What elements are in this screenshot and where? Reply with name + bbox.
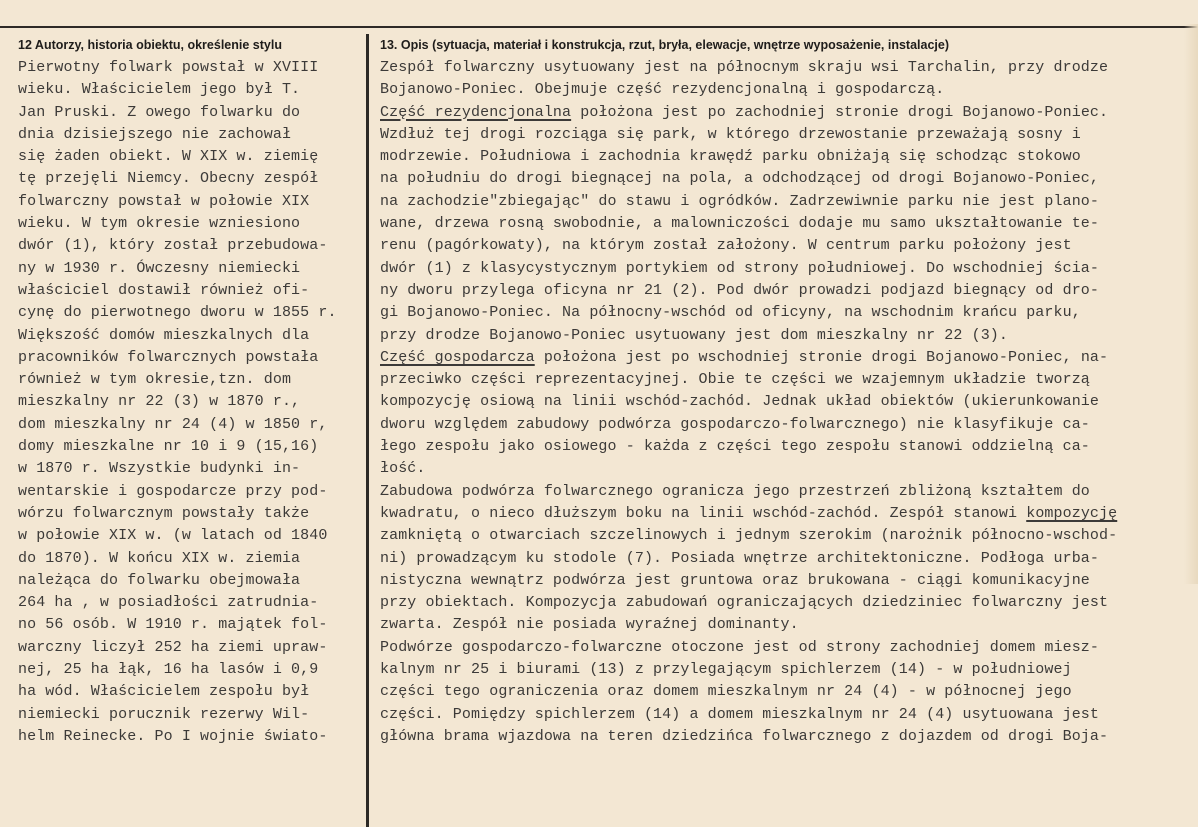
text-line: przy obiektach. Kompozycja zabudowań ograniczających dziedziniec folwarczny jest	[380, 594, 1109, 612]
text-line: nej, 25 ha łąk, 16 ha lasów i 0,9	[18, 661, 319, 679]
text-line	[380, 347, 1180, 369]
text-fragment: kwadratu, o nieco dłuższym boku na linii wschód-zachód. Zespół stanowi	[380, 504, 1027, 522]
text-line: dnia dzisiejszego nie zachował	[18, 125, 292, 143]
text-line: ny dworu przylega oficyna nr 21 (2). Pod dwór prowadzi podjazd biegnący od dro-	[380, 281, 1100, 299]
text-line: Większość domów mieszkalnych dla	[18, 326, 310, 344]
paper-edge	[1184, 24, 1198, 584]
text-line: warczny liczył 252 ha ziemi upraw-	[18, 638, 328, 656]
text-line: ni) prowadzącym ku stodole (7). Posiada wnętrze architektoniczne. Podłoga urba-	[380, 549, 1100, 567]
text-line: dom mieszkalny nr 24 (4) w 1850 r,	[18, 415, 328, 433]
text-line: Zespół folwarczny usytuowany jest na północnym skraju wsi Tarchalin, przy drodze	[380, 59, 1109, 76]
text-line: łego zespołu jako osiowego - każda z części tego zespołu stanowi oddzielną ca-	[380, 438, 1090, 456]
text-line: wentarskie i gospodarcze przy pod-	[18, 482, 328, 500]
text-line: Jan Pruski. Z owego folwarku do	[18, 103, 301, 121]
text-line: Zabudowa podwórza folwarcznego ogranicza jego przestrzeń zbliżoną kształtem do	[380, 482, 1090, 500]
text-line: pracowników folwarcznych powstała	[18, 348, 319, 366]
top-rule	[0, 26, 1198, 28]
underlined-word: kompozycję	[1026, 504, 1118, 522]
text-line: nistyczna wewnątrz podwórza jest gruntowa oraz brukowana - ciągi komunikacyjne	[380, 571, 1090, 589]
right-column	[380, 36, 1180, 748]
text-line: wórzu folwarcznym powstały także	[18, 504, 310, 522]
text-line: niemiecki porucznik rezerwy Wil-	[18, 705, 310, 723]
text-fragment: położona jest po zachodniej stronie drogi Bojanowo-Poniec.	[571, 103, 1109, 121]
text-fragment: położona jest po wschodniej stronie drogi Bojanowo-Poniec, na-	[534, 348, 1109, 366]
text-line: w połowie XIX w. (w latach od 1840	[18, 527, 328, 545]
text-line: zamkniętą o otwarciach szczelinowych i jednym szerokim (narożnik północno-wschod-	[380, 527, 1118, 545]
text-line: łość.	[380, 460, 426, 478]
right-column-text	[380, 57, 1180, 748]
right-column-header: 13. Opis (sytuacja, materiał i konstrukcja, rzut, bryła, elewacje, wnętrze wyposażenie, instalacje)	[380, 38, 949, 52]
text-line: gi Bojanowo-Poniec. Na północny-wschód od oficyny, na wschodnim krańcu parku,	[380, 304, 1081, 322]
text-line: wane, drzewa rosną swobodnie, a malowniczości dodaje mu samo ukształtowanie te-	[380, 215, 1100, 233]
text-line: na południu do drogi biegnącej na pola, a odchodzącej od drogi Bojanowo-Poniec,	[380, 170, 1100, 188]
text-line: wieku. W tym okresie wzniesiono	[18, 215, 301, 233]
text-line: cynę do pierwotnego dworu w 1855 r.	[18, 304, 337, 322]
text-line: przeciwko części reprezentacyjnej. Obie te części we wzajemnym układzie tworzą	[380, 371, 1090, 389]
text-line: dwór (1), który został przebudowa-	[18, 237, 328, 255]
text-line: przy drodze Bojanowo-Poniec usytuowany jest dom mieszkalny nr 22 (3).	[380, 326, 1009, 344]
section-heading-residential: Część rezydencjonalna	[380, 103, 572, 121]
text-line: tę przejęli Niemcy. Obecny zespół	[18, 170, 319, 188]
text-line: helm Reinecke. Po I wojnie świato-	[18, 727, 328, 745]
text-line: kalnym nr 25 i biurami (13) z przylegającym spichlerzem (14) - w południowej	[380, 661, 1072, 679]
text-line: no 56 osób. W 1910 r. majątek fol-	[18, 616, 328, 634]
text-line: części tego ograniczenia oraz domem mieszkalnym nr 24 (4) - w północnej jego	[380, 683, 1072, 701]
text-line: na zachodzie"zbiegając" do stawu i ogródków. Zadrzewiwnie parku nie jest plano-	[380, 192, 1100, 210]
text-line: renu (pagórkowaty), na którym został założony. W centrum parku położony jest	[380, 237, 1072, 255]
text-line: się żaden obiekt. W XIX w. ziemię	[18, 148, 319, 166]
text-line: domy mieszkalne nr 10 i 9 (15,16)	[18, 438, 319, 456]
text-line: Podwórze gospodarczo-folwarczne otoczone jest od strony zachodniej domem miesz-	[380, 638, 1100, 656]
text-line: folwarczny powstał w połowie XIX	[18, 192, 310, 210]
text-line	[380, 503, 1180, 525]
text-line: ha wód. Właścicielem zespołu był	[18, 683, 310, 701]
text-line: do 1870). W końcu XIX w. ziemia	[18, 549, 301, 567]
text-line: zwarta. Zespół nie posiada wyraźnej dominanty.	[380, 616, 799, 634]
text-line: dworu względem zabudowy podwórza gospodarczo-folwarcznego) nie klasyfikuje ca-	[380, 415, 1090, 433]
text-line: ny w 1930 r. Ówczesny niemiecki	[18, 259, 301, 277]
text-line: Wzdłuż tej drogi rozciąga się park, w którego drzewostanie przeważają sosny i	[380, 125, 1081, 143]
text-line	[380, 102, 1180, 124]
text-line: modrzewie. Południowa i zachodnia krawędź parku obniżają się schodząc stokowo	[380, 148, 1081, 166]
text-line: Bojanowo-Poniec. Obejmuje część rezydencjonalną i gospodarczą.	[380, 81, 945, 99]
text-line: właściciel dostawił również ofi-	[18, 281, 310, 299]
column-divider	[366, 34, 369, 827]
left-column-header: 12 Autorzy, historia obiektu, określenie stylu	[18, 38, 282, 52]
text-line: dwór (1) z klasycystycznym portykiem od strony południowej. Do wschodniej ścia-	[380, 259, 1100, 277]
section-heading-farm: Część gospodarcza	[380, 348, 535, 366]
text-line: części. Pomiędzy spichlerzem (14) a domem mieszkalnym nr 24 (4) usytuowana jest	[380, 705, 1100, 723]
text-line: wieku. Właścicielem jego był T.	[18, 81, 301, 99]
text-line: główna brama wjazdowa na teren dziedzińca folwarcznego z dojazdem od drogi Boja-	[380, 727, 1109, 745]
text-line: 264 ha , w posiadłości zatrudnia-	[18, 594, 319, 612]
text-line: kompozycję osiową na linii wschód-zachód. Jednak układ obiektów (ukierunkowanie	[380, 393, 1100, 411]
text-line: Pierwotny folwark powstał w XVIII	[18, 59, 319, 76]
text-line: mieszkalny nr 22 (3) w 1870 r.,	[18, 393, 301, 411]
text-line: również w tym okresie,tzn. dom	[18, 371, 292, 389]
text-line: należąca do folwarku obejmowała	[18, 571, 301, 589]
left-column-text	[18, 57, 363, 748]
text-line: w 1870 r. Wszystkie budynki in-	[18, 460, 301, 478]
left-column	[18, 36, 363, 748]
